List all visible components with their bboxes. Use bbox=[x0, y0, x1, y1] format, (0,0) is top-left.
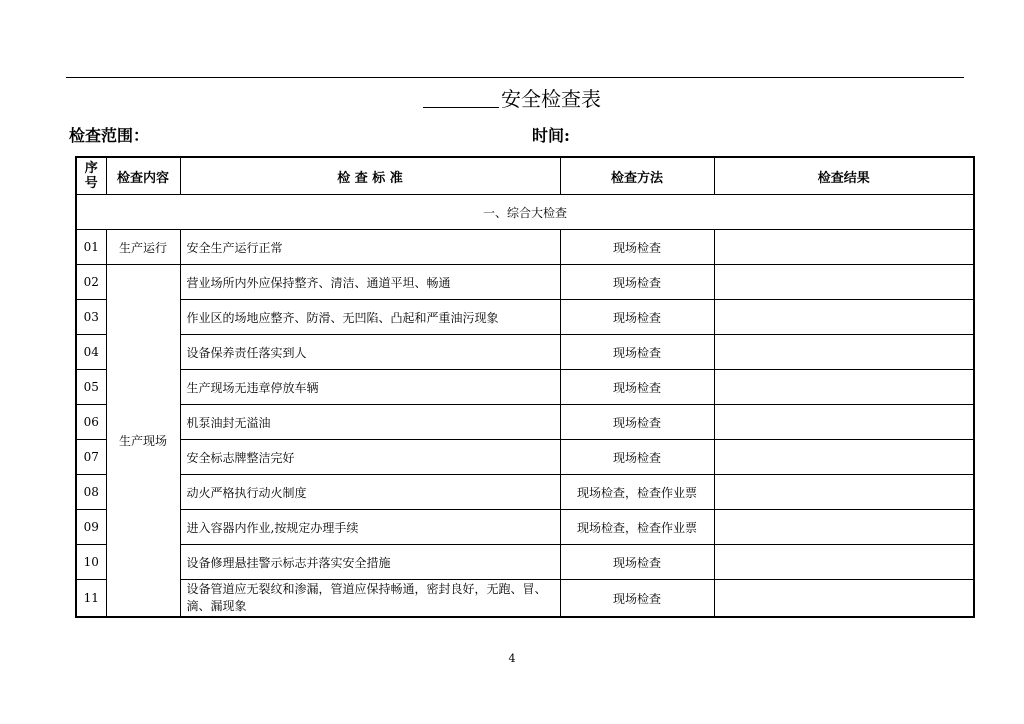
table-row bbox=[76, 580, 974, 618]
row-result-cell[interactable] bbox=[714, 580, 974, 618]
row-standard: 作业区的场地应整齐、防滑、无凹陷、凸起和严重油污现象 bbox=[180, 300, 560, 335]
table-row bbox=[76, 475, 974, 510]
table-row bbox=[76, 335, 974, 370]
row-result-cell[interactable] bbox=[714, 545, 974, 580]
row-standard: 营业场所内外应保持整齐、清洁、通道平坦、畅通 bbox=[180, 265, 560, 300]
row-no: 02 bbox=[76, 265, 106, 300]
row-method: 现场检查，检查作业票 bbox=[560, 475, 714, 510]
row-result-cell[interactable] bbox=[714, 335, 974, 370]
row-no: 03 bbox=[76, 300, 106, 335]
row-no: 01 bbox=[76, 230, 106, 265]
scope-label: 检查范围： bbox=[69, 126, 150, 145]
row-standard: 进入容器内作业,按规定办理手续 bbox=[180, 510, 560, 545]
row-result-cell[interactable] bbox=[714, 300, 974, 335]
section-row bbox=[76, 195, 974, 230]
row-result-cell[interactable] bbox=[714, 370, 974, 405]
header-content: 检查内容 bbox=[106, 157, 180, 195]
row-method: 现场检查 bbox=[560, 405, 714, 440]
table-row bbox=[76, 545, 974, 580]
row-no: 04 bbox=[76, 335, 106, 370]
section-title: 一、综合大检查 bbox=[76, 195, 974, 230]
row-method: 现场检查 bbox=[560, 440, 714, 475]
row-method: 现场检查 bbox=[560, 580, 714, 618]
row-method: 现场检查 bbox=[560, 545, 714, 580]
row-no: 06 bbox=[76, 405, 106, 440]
table-row bbox=[76, 300, 974, 335]
table-row bbox=[76, 405, 974, 440]
header-standard: 检 查 标 准 bbox=[180, 157, 560, 195]
page-title bbox=[0, 86, 1024, 112]
row-standard: 安全生产运行正常 bbox=[180, 230, 560, 265]
row-result-cell[interactable] bbox=[714, 510, 974, 545]
row-result-cell[interactable] bbox=[714, 230, 974, 265]
row-method: 现场检查 bbox=[560, 300, 714, 335]
row-method: 现场检查 bbox=[560, 230, 714, 265]
row-method: 现场检查 bbox=[560, 335, 714, 370]
header-result: 检查结果 bbox=[714, 157, 974, 195]
table-row bbox=[76, 440, 974, 475]
title-blank-line bbox=[423, 87, 499, 108]
header-method: 检查方法 bbox=[560, 157, 714, 195]
header-row bbox=[76, 157, 974, 195]
row-method: 现场检查 bbox=[560, 370, 714, 405]
page-number: 4 bbox=[508, 652, 516, 665]
row-standard: 设备管道应无裂纹和渗漏，管道应保持畅通，密封良好，无跑、冒、滴、漏现象 bbox=[180, 580, 560, 618]
row-standard: 设备修理悬挂警示标志并落实安全措施 bbox=[180, 545, 560, 580]
row-item: 生产运行 bbox=[106, 230, 180, 265]
row-method: 现场检查 bbox=[560, 265, 714, 300]
table-row bbox=[76, 510, 974, 545]
row-result-cell[interactable] bbox=[714, 405, 974, 440]
row-item-merged: 生产现场 bbox=[106, 265, 180, 618]
row-result-cell[interactable] bbox=[714, 265, 974, 300]
time-label: 时间: bbox=[532, 126, 570, 145]
row-no: 08 bbox=[76, 475, 106, 510]
title-text: 安全检查表 bbox=[501, 87, 601, 111]
row-no: 10 bbox=[76, 545, 106, 580]
inspection-table bbox=[75, 156, 975, 618]
row-no: 05 bbox=[76, 370, 106, 405]
row-standard: 设备保养责任落实到人 bbox=[180, 335, 560, 370]
row-result-cell[interactable] bbox=[714, 475, 974, 510]
row-standard: 动火严格执行动火制度 bbox=[180, 475, 560, 510]
row-no: 11 bbox=[76, 580, 106, 618]
row-no: 07 bbox=[76, 440, 106, 475]
table-row bbox=[76, 230, 974, 265]
header-no: 序号 bbox=[76, 157, 106, 195]
row-result-cell[interactable] bbox=[714, 440, 974, 475]
header-rule bbox=[66, 77, 964, 78]
row-standard: 机泵油封无溢油 bbox=[180, 405, 560, 440]
row-standard: 安全标志牌整洁完好 bbox=[180, 440, 560, 475]
row-standard: 生产现场无违章停放车辆 bbox=[180, 370, 560, 405]
table-row bbox=[76, 370, 974, 405]
row-no: 09 bbox=[76, 510, 106, 545]
table-row bbox=[76, 265, 974, 300]
row-method: 现场检查，检查作业票 bbox=[560, 510, 714, 545]
